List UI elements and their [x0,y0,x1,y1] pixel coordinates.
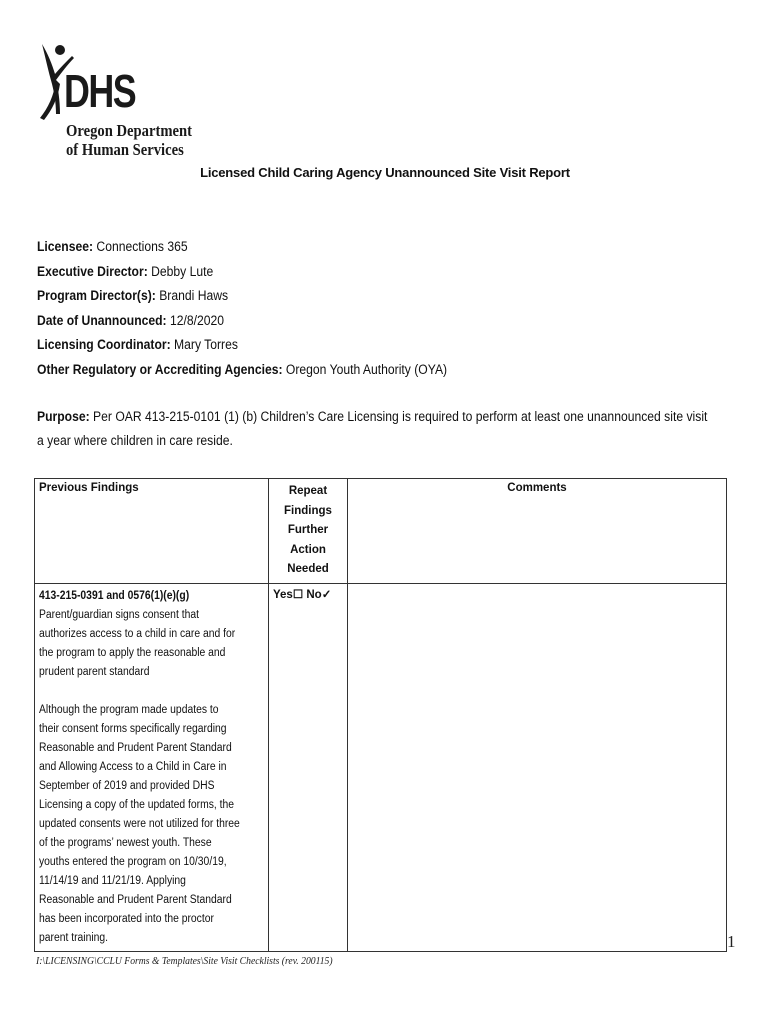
finding-citation: 413-215-0391 and 0576(1)(e)(g) [39,589,190,602]
no-checkmark-icon: ✓ [321,588,332,601]
findings-table [34,478,727,952]
yes-label: Yes [273,588,293,601]
purpose-label: Purpose: [37,409,90,424]
logo-mark: DHS [64,65,136,117]
comments-cell[interactable] [348,583,727,951]
report-title: Licensed Child Caring Agency Unannounced Site Visit Report [200,165,570,180]
no-label: No [306,588,322,601]
info-executive-director: Executive Director: Debby Lute [37,263,214,279]
page-number: 1 [727,932,736,951]
purpose-text: Per OAR 413-215-0101 (1) (b) Children’s Care Licensing is required to perform at least one unannounced site visit a year where children in care reside. [37,409,708,448]
yes-no-selection [273,589,331,601]
dhs-logo [34,40,193,162]
logo-line-2: of Human Services [66,140,184,159]
header-comments: Comments [348,479,727,584]
finding-cell [35,583,269,951]
licensee-info [37,235,493,383]
finding-detail: Although the program made updates to their consent forms specifically regarding Reasonable and Prudent Parent Standard and Allowing Access to a Child in Care in September of 2019 and provided DHS Licensing a copy of the updated forms, the updated consents were not utilized for three of the programs’ newest youth. These youths entered the program on 10/30/19, 11/14/19 and 11/21/19. Applying Reasonable and Prudent Parent Standard has been incorporated into the proctor parent training. [39,703,240,944]
footer-file-path: I:\LICENSING\CCLU Forms & Templates\Site Visit Checklists (rev. 200115) [36,956,333,967]
header-previous-findings: Previous Findings [35,479,269,584]
table-header-row [35,479,727,584]
info-coordinator: Licensing Coordinator: Mary Torres [37,337,238,353]
finding-rule: Parent/guardian signs consent that authorizes access to a child in care and for the program to apply the reasonable and prudent parent standard [39,608,236,678]
repeat-cell [269,583,348,951]
header-repeat-findings: Repeat Findings Further Action Needed [269,479,348,584]
info-licensee: Licensee: Connections 365 [37,239,188,254]
info-date: Date of Unannounced: 12/8/2020 [37,312,225,328]
info-agencies: Other Regulatory or Accrediting Agencies: Oregon Youth Authority (OYA) [37,361,448,377]
info-program-director: Program Director(s): Brandi Haws [37,288,229,304]
purpose-statement [37,405,717,453]
table-row [35,583,727,951]
yes-checkbox-icon[interactable]: ☐ [292,588,304,601]
logo-line-1: Oregon Department [66,121,193,140]
